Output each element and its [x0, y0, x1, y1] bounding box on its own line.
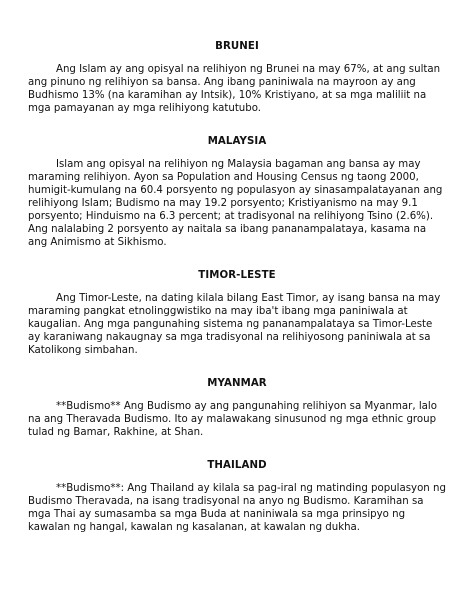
section-heading: BRUNEI	[215, 41, 259, 52]
section-timor-leste	[28, 269, 446, 357]
section-paragraph: **Budismo** Ang Budismo ay ang pangunahing relihiyon sa Myanmar, lalo na ang Theravada Budismo. Ito ay malawakang sinusunod ng mga ethnic group tulad ng Bamar, Rakhine, at Shan.	[28, 401, 437, 438]
section-heading: TIMOR-LESTE	[198, 270, 276, 281]
section-myanmar	[28, 377, 446, 439]
section-brunei	[28, 40, 446, 115]
section-heading: MYANMAR	[207, 378, 267, 389]
section-malaysia	[28, 135, 446, 249]
section-paragraph: **Budismo**: Ang Thailand ay kilala sa pag-iral ng matinding populasyon ng Budismo Theravada, na isang tradisyonal na anyo ng Budismo. Karamihan sa mga Thai ay sumasamba sa mga Buda at naniniwala sa mga prinsipyo ng kawalan ng hangal, kawalan ng kasalanan, at kawalan ng dukha.	[28, 483, 446, 533]
section-paragraph: Ang Islam ay ang opisyal na relihiyon ng Brunei na may 67%, at ang sultan ang pinuno ng relihiyon sa bansa. Ang ibang paniniwala na mayroon ay ang Budhismo 13% (na karamihan ay Intsik), 10% Kristiyano, at sa mga maliliit na mga pamayanan ay mga relihiyong katutubo.	[28, 64, 441, 114]
section-heading: MALAYSIA	[207, 136, 267, 147]
document-page	[28, 40, 446, 554]
section-heading: THAILAND	[207, 460, 267, 471]
section-paragraph: Ang Timor-Leste, na dating kilala bilang East Timor, ay isang bansa na may maraming pangkat etnolinggwistiko na may iba't ibang mga paniniwala at kaugalian. Ang mga pangunahing sistema ng pananampalataya sa Timor-Leste ay karaniwang nakaugnay sa mga tradisyonal na relihiyosong paniniwala at sa Katolikong simbahan.	[28, 293, 441, 356]
section-paragraph: Islam ang opisyal na relihiyon ng Malaysia bagaman ang bansa ay may maraming relihiyon. Ayon sa Population and Housing Census ng taong 2000, humigit-kumulang na 60.4 porsyento ng populasyon ay sinasampalatayanan ang relihiyong Islam; Budismo na may 19.2 porsyento; Kristiyanismo na may 9.1 porsyento; Hinduismo na 6.3 percent; at tradisyonal na relihiyong Tsino (2.6%). Ang nalalabing 2 porsyento ay naitala sa ibang pananampalataya, kasama na ang Animismo at Sikhismo.	[28, 159, 443, 248]
section-thailand	[28, 459, 446, 534]
